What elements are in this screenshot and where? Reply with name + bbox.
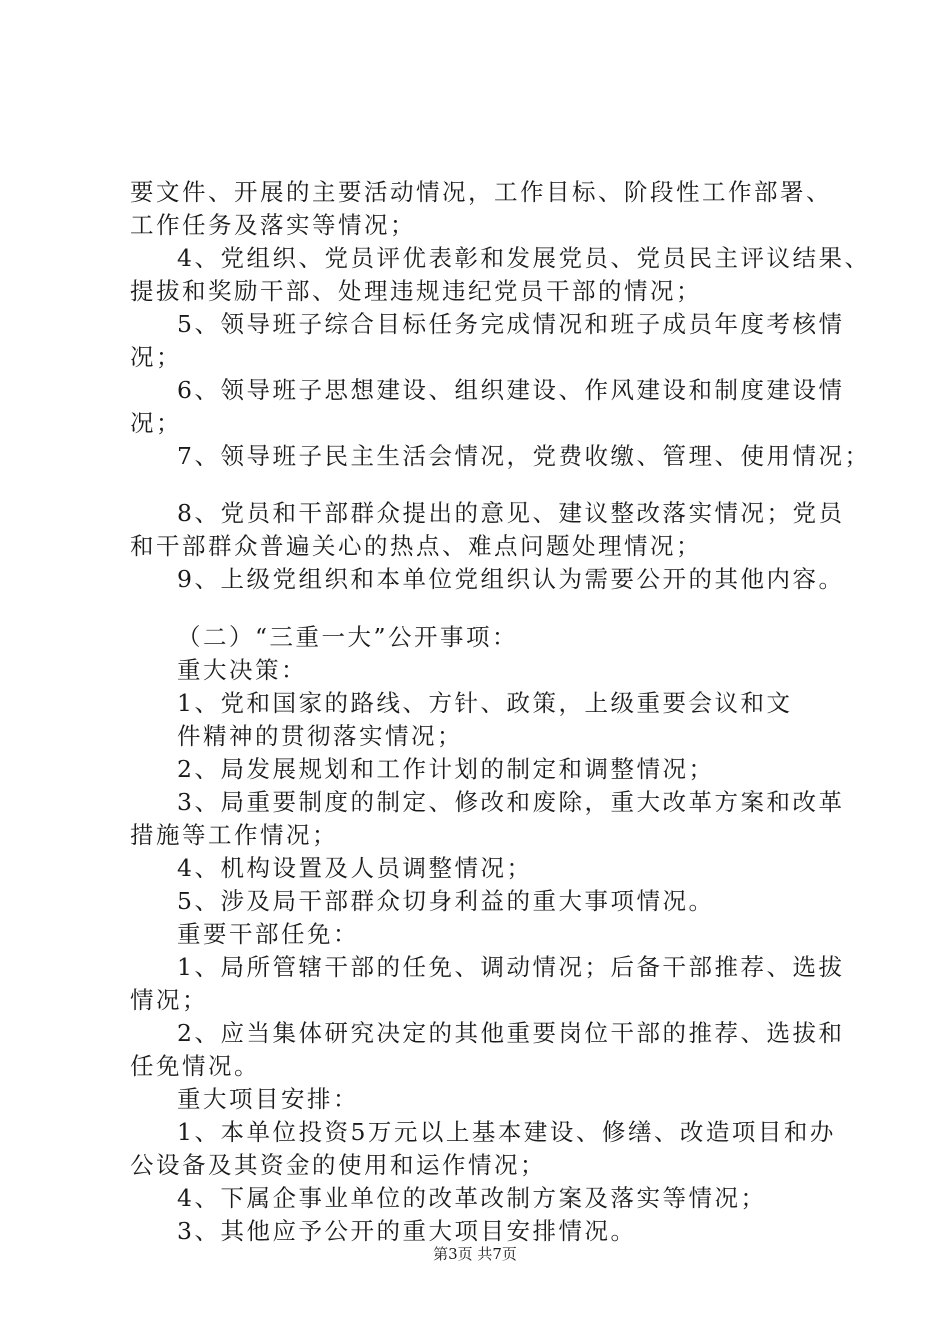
text-line: 况； xyxy=(130,343,182,371)
text-line: 4、机构设置及人员调整情况； xyxy=(177,854,533,882)
text-line: 措施等工作情况； xyxy=(130,821,338,849)
text-line: 和干部群众普遍关心的热点、难点问题处理情况； xyxy=(130,532,702,560)
text-line: 5、涉及局干部群众切身利益的重大事项情况。 xyxy=(177,887,715,915)
subsection-heading: 重大项目安排： xyxy=(177,1085,359,1113)
text-line: 8、党员和干部群众提出的意见、建议整改落实情况；党员 xyxy=(177,499,845,527)
text-line: 7、领导班子民主生活会情况，党费收缴、管理、使用情况； xyxy=(177,442,871,470)
text-line: 任免情况。 xyxy=(130,1052,260,1080)
subsection-heading: 重大决策： xyxy=(177,656,307,684)
text-line: 9、上级党组织和本单位党组织认为需要公开的其他内容。 xyxy=(177,565,845,593)
section-heading: （二）“三重一大”公开事项： xyxy=(177,623,519,651)
text-line: 1、局所管辖干部的任免、调动情况；后备干部推荐、选拔 xyxy=(177,953,845,981)
text-line: 工作任务及落实等情况； xyxy=(130,211,416,239)
text-line: 4、下属企事业单位的改革改制方案及落实等情况； xyxy=(177,1184,767,1212)
text-line: 2、局发展规划和工作计划的制定和调整情况； xyxy=(177,755,715,783)
text-line: 5、领导班子综合目标任务完成情况和班子成员年度考核情 xyxy=(177,310,845,338)
text-line: 况； xyxy=(130,409,182,437)
text-line: 情况； xyxy=(130,986,208,1014)
page-number: 第3页 共7页 xyxy=(433,1245,517,1263)
text-line: 1、党和国家的路线、方针、政策，上级重要会议和文 xyxy=(177,689,793,717)
text-line: 3、局重要制度的制定、修改和废除，重大改革方案和改革 xyxy=(177,788,845,816)
text-line: 6、领导班子思想建设、组织建设、作风建设和制度建设情 xyxy=(177,376,845,404)
text-line: 1、本单位投资5万元以上基本建设、修缮、改造项目和办 xyxy=(177,1118,836,1146)
text-line: 提拔和奖励干部、处理违规违纪党员干部的情况； xyxy=(130,277,702,305)
text-line: 4、党组织、党员评优表彰和发展党员、党员民主评议结果、 xyxy=(177,244,871,272)
text-line: 件精神的贯彻落实情况； xyxy=(177,722,463,750)
text-line: 2、应当集体研究决定的其他重要岗位干部的推荐、选拔和 xyxy=(177,1019,845,1047)
text-line: 公设备及其资金的使用和运作情况； xyxy=(130,1151,546,1179)
text-line: 3、其他应予公开的重大项目安排情况。 xyxy=(177,1217,637,1245)
subsection-heading: 重要干部任免： xyxy=(177,920,359,948)
text-line: 要文件、开展的主要活动情况，工作目标、阶段性工作部署、 xyxy=(130,178,832,206)
